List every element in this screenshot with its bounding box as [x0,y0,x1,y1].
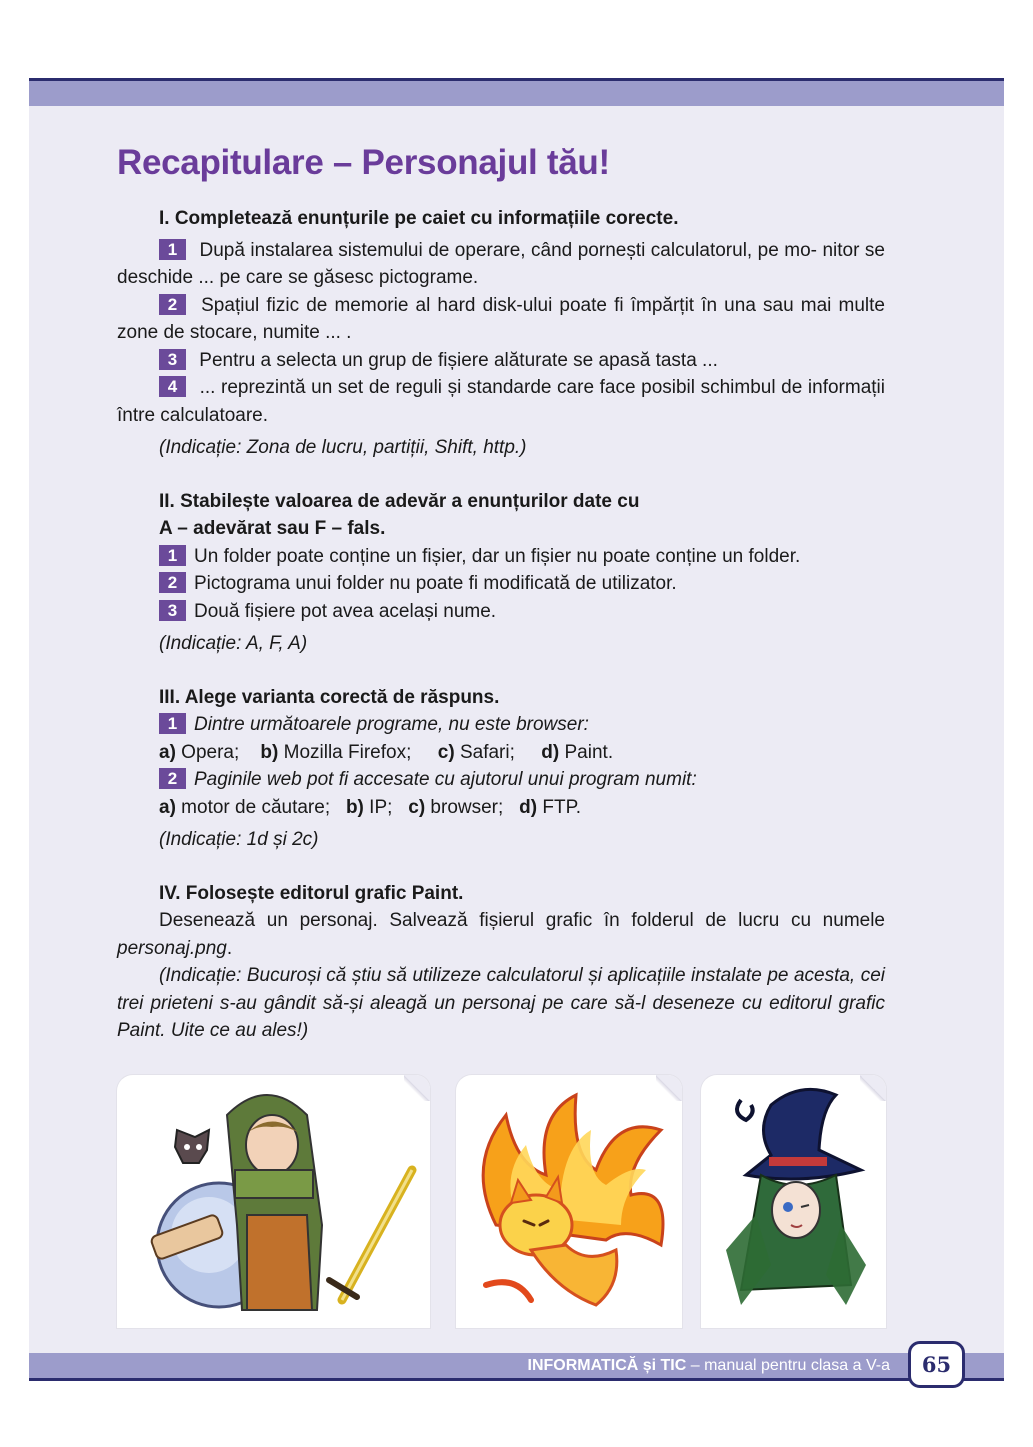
s3-question-1-text: Dintre următoarele programe, nu este browser: [194,714,589,735]
exercise-content [117,205,885,1045]
s4-period: . [226,937,233,959]
s1-item-2 [117,292,885,347]
section-2-heading-line2: A – adevărat sau F – fals. [159,518,386,539]
section-3-heading: III. Alege varianta corectă de răspuns. [159,686,500,708]
s2-item-3 [117,598,885,626]
number-badge: 3 [159,349,186,370]
section-2-heading-line1: II. Stabilește valoarea de adevăr a enunțurilor date cu [159,490,640,512]
option-text: FTP. [537,796,582,818]
s1-item-3 [117,347,885,375]
number-badge: 1 [159,239,186,260]
s1-item-2-text: Spațiul fizic de memorie al hard disk-ului poate fi împărțit în una sau mai multe zone de stocare, numite ... . [117,294,885,343]
option-letter: d) [519,796,538,818]
option-letter: c) [408,796,426,818]
bottom-rule [29,1378,1004,1381]
s2-item-1 [117,543,885,571]
s4-hint: (Indicație: Bucuroși că știu să utilizeze calculatorul și aplicațiile instalate pe acesta, cei trei prieteni s-au gândit să-și aleagă un personaj pe care să-l deseneze cu editorul grafic Paint. Uite ce au ales!) [117,965,885,1041]
s2-item-2 [117,570,885,598]
fox-drawing-card [456,1075,682,1328]
footer-subject: INFORMATICĂ și TIC [527,1357,687,1374]
s1-item-3-text: Pentru a selecta un grup de fișiere alăturate se apasă tasta ... [194,349,718,371]
option-text: browser; [425,796,504,818]
option-letter: a) [159,796,176,818]
footer-text [400,1356,890,1376]
number-badge: 2 [159,768,186,789]
option-text: Paint. [559,741,614,763]
option-letter: b) [345,796,364,818]
section-1-heading: I. Completează enunțurile pe caiet cu informațiile corecte. [159,208,679,229]
number-badge: 2 [159,572,186,593]
option-letter: c) [437,741,455,763]
knight-drawing-card [117,1075,430,1328]
page-number: 65 [908,1341,965,1388]
witch-drawing-card [701,1075,886,1328]
number-badge: 4 [159,376,186,397]
hooded-knight-illustration [117,1075,430,1328]
s1-item-1-text: După instalarea sistemului de operare, când pornești calculatorul, pe mo- nitor se deschide ... pe care se găsesc pictograme. [117,239,885,288]
witch-illustration [701,1075,886,1328]
s3-hint: (Indicație: 1d și 2c) [159,829,319,850]
s3-q1-options [117,739,885,767]
number-badge: 3 [159,600,186,621]
option-text: Mozilla Firefox; [278,741,412,763]
number-badge: 1 [159,713,186,734]
footer-rest: – manual pentru clasa a V-a [686,1357,890,1374]
nine-tailed-fox-illustration [456,1075,682,1328]
s1-item-4 [117,374,885,429]
option-text: Opera; [175,741,240,763]
s3-question-2-text: Paginile web pot fi accesate cu ajutorul unui program numit: [194,769,697,790]
s2-item-3-text: Două fișiere pot avea același nume. [194,600,497,622]
option-text: Safari; [454,741,515,763]
s3-q2-options [117,794,885,822]
s4-body [117,907,885,962]
s3-question-1 [117,711,885,739]
s1-item-1 [117,237,885,292]
s2-item-1-text: Un folder poate conține un fișier, dar un fișier nu poate conține un folder. [194,545,801,567]
s1-hint: (Indicație: Zona de lucru, partiții, Shift, http.) [159,437,527,458]
s3-question-2 [117,766,885,794]
s2-item-2-text: Pictograma unui folder nu poate fi modificată de utilizator. [194,573,677,594]
option-letter: d) [541,741,560,763]
s2-hint: (Indicație: A, F, A) [159,633,308,654]
number-badge: 2 [159,294,186,315]
s4-filename: personaj.png [117,937,227,959]
option-text: IP; [363,796,393,818]
option-text: motor de căutare; [175,796,331,818]
s4-body-text: Desenează un personaj. Salvează fișierul grafic în folderul de lucru cu numele [159,910,885,931]
section-4-heading: IV. Folosește editorul grafic Paint. [159,882,464,904]
s1-item-4-text: ... reprezintă un set de reguli și standarde care face posibil schimbul de informații între calculatoare. [117,377,885,426]
option-letter: a) [159,741,176,763]
top-band [29,81,1004,106]
number-badge: 1 [159,545,186,566]
option-letter: b) [260,741,279,763]
page-title: Recapitulare – Personajul tău! [117,143,610,182]
